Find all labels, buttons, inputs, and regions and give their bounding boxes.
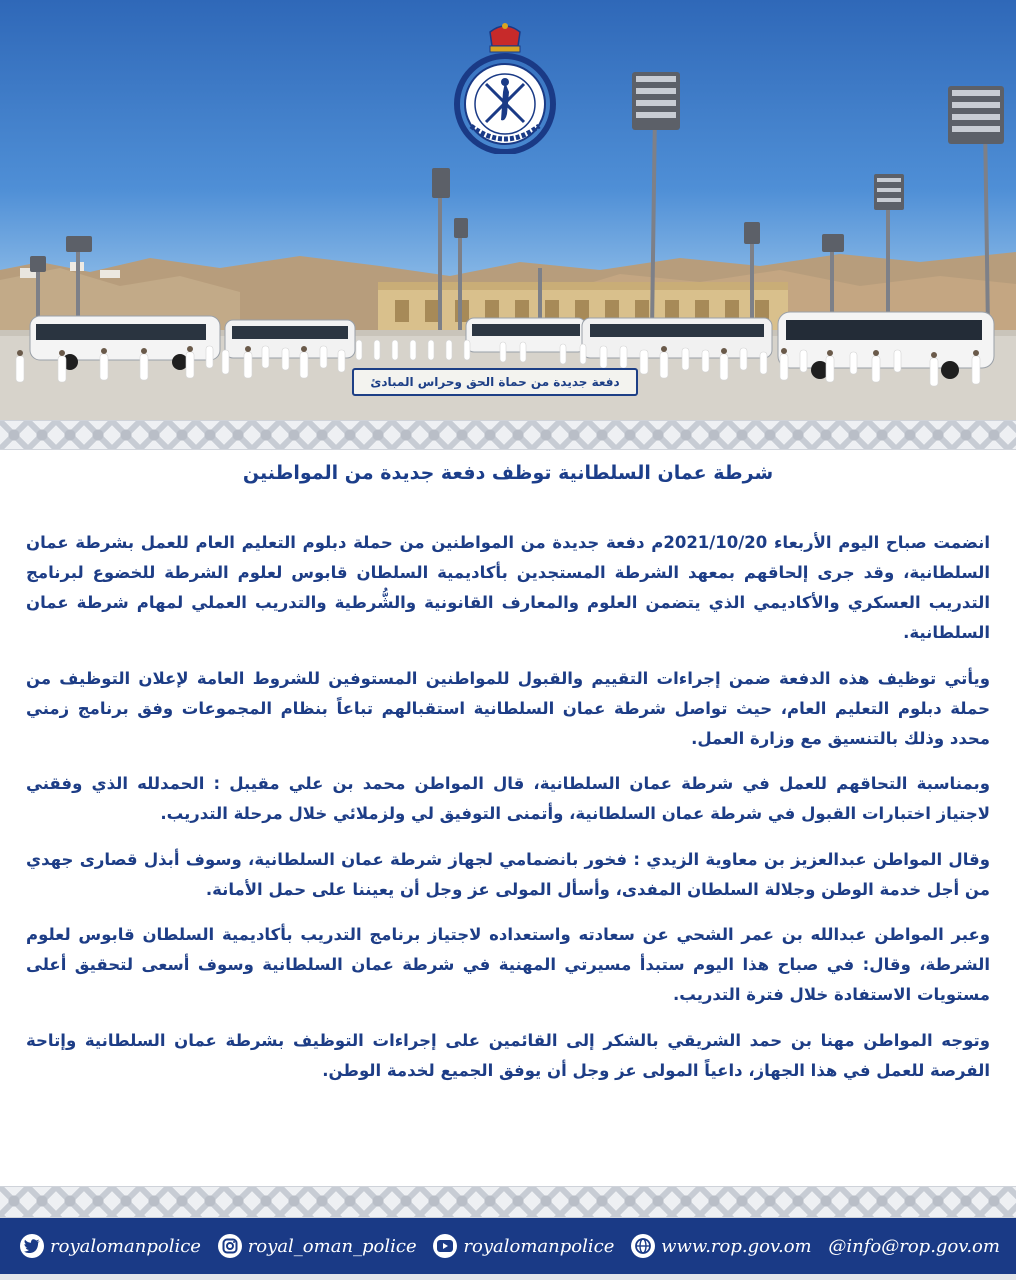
youtube-handle: royalomanpolice	[463, 1235, 615, 1257]
paragraph-4: وقال المواطن عبدالعزيز بن معاوية الزيدي : فخور بانضمامي لجهاز شرطة عمان السلطانية، وسوف أبذل قصارى جهدي من أجل خدمة الوطن وجلالة السلطان المفدى، وأسأل المولى عز وجل أن يعيننا على حمل الأمانة.	[26, 849, 990, 899]
instagram-link[interactable]	[218, 1234, 417, 1258]
twitter-handle: royalomanpolice	[50, 1235, 201, 1257]
article-body	[26, 528, 990, 1101]
website-url: www.rop.gov.om	[661, 1235, 812, 1257]
website-link[interactable]	[631, 1234, 812, 1258]
instagram-icon	[218, 1234, 242, 1258]
youtube-link[interactable]	[433, 1234, 614, 1258]
youtube-icon	[433, 1234, 457, 1258]
instagram-handle: royal_oman_police	[247, 1235, 417, 1257]
paragraph-1: انضمت صباح اليوم الأربعاء 2021/10/20م دفعة جديدة من المواطنين من حملة دبلوم التعليم العام للعمل بشرطة عمان السلطانية، وقد جرى إلحاقهم بمعهد الشرطة المستجدين بأكاديمية السلطان قابوس لعلوم الشرطة للخضوع لبرنامج التدريب العسكري والأكاديمي الذي يتضمن العلوم والمعارف القانونية والشُّرطية والتدريب العملي لمهام شرطة عمان السلطانية.	[26, 533, 990, 642]
globe-icon	[631, 1234, 655, 1258]
article-title: شرطة عمان السلطانية توظف دفعة جديدة من المواطنين	[242, 462, 774, 484]
paragraph-2: ويأتي توظيف هذه الدفعة ضمن إجراءات التقييم والقبول للمواطنين المستوفين للشروط العامة لإعلان التوظيف من حملة دبلوم التعليم العام، حيث تواصل شرطة عمان السلطانية استقبالهم تباعاً بنظام المجموعات وفق برنامج زمني محدد وذلك بالتنسيق مع وزارة العمل.	[26, 668, 990, 748]
decorative-border-top	[0, 420, 1016, 450]
paragraph-3: وبمناسبة التحاقهم للعمل في شرطة عمان السلطانية، قال المواطن محمد بن علي مقيبل : الحمدلله الذي وفقني لاجتياز اختبارات القبول في شرطة عمان السلطانية، وأتمنى التوفيق لي ولزملائي خلال مرحلة التدريب.	[26, 774, 990, 823]
email-address: @info@rop.gov.om	[828, 1235, 1000, 1257]
ceremony-banner: دفعة جديدة من حماة الحق وحراس المبادئ	[352, 368, 638, 396]
paragraph-6: وتوجه المواطن مهنا بن حمد الشريقي بالشكر إلى القائمين على إجراءات التوظيف بشرطة عمان السلطانية وإتاحة الفرصة للعمل في هذا الجهاز، داعياً المولى عز وجل أن يوفق الجميع لخدمة الوطن.	[26, 1030, 990, 1080]
rop-emblem	[446, 22, 564, 154]
twitter-icon	[20, 1234, 44, 1258]
email-link[interactable]	[828, 1236, 1000, 1257]
twitter-link[interactable]	[20, 1234, 201, 1258]
decorative-border-bottom	[0, 1186, 1016, 1218]
paragraph-5: وعبر المواطن عبدالله بن عمر الشحي عن سعادته واستعداده لاجتياز برنامج التدريب بأكاديمية السلطان قابوس لعلوم الشرطة، وقال: في صباح هذا اليوم ستبدأ مسيرتي المهنية في شرطة عمان السلطانية وسوف أسعى لتحقيق أعلى مستويات الاستفادة خلال فترة التدريب.	[26, 925, 990, 1004]
social-footer	[0, 1218, 1016, 1280]
hero-photo	[0, 0, 1016, 420]
